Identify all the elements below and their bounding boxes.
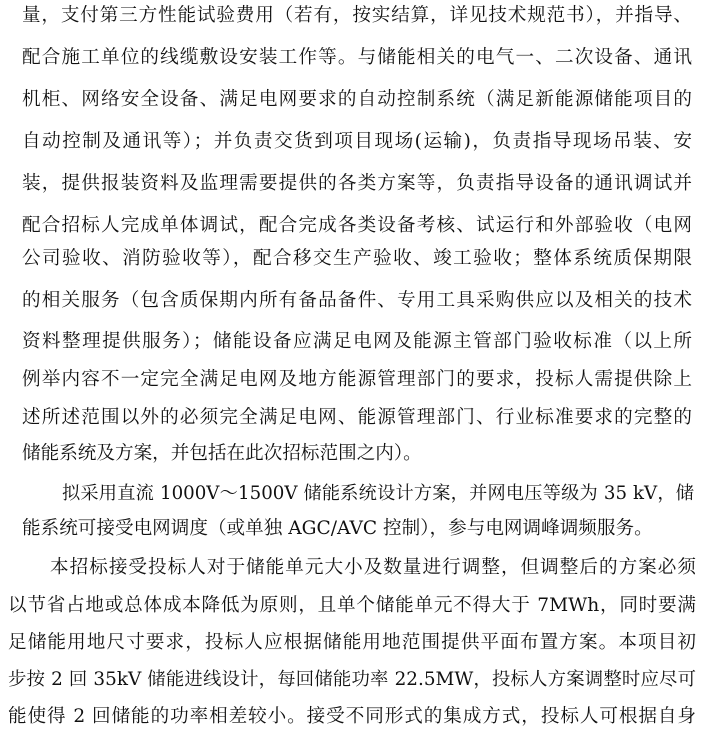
paragraph-3-line-4: 步按 2 回 35kV 储能进线设计，每回储能功率 22.5MW，投标人方案调整时应尽可 [8,669,696,690]
paragraph-1-line-2: 配合施工单位的线缆敷设安装工作等。与储能相关的电气一、二次设备、通讯 [22,47,692,68]
paragraph-1-line-11: 述所述范围以外的必须完全满足电网、能源管理部门、行业标准要求的完整的 [22,407,692,428]
paragraph-2-line-2: 能系统可接受电网调度（或单独 AGC/AVC 控制），参与电网调峰调频服务。 [22,518,653,539]
paragraph-1-line-9: 资料整理提供服务）；储能设备应满足电网及能源主管部门验收标准（以上所 [22,331,692,352]
paragraph-3-line-1: 本招标接受投标人对于储能单元大小及数量进行调整，但调整后的方案必须 [50,557,696,578]
paragraph-1-line-4: 自动控制及通讯等）；并负责交货到项目现场(运输)，负责指导现场吊装、安 [22,131,692,152]
paragraph-2-line-1: 拟采用直流 1000V～1500V 储能系统设计方案，并网电压等级为 35 kV，储 [62,483,694,504]
paragraph-1-line-6: 配合招标人完成单体调试，配合完成各类设备考核、试运行和外部验收（电网 [22,215,692,236]
paragraph-1-line-7: 公司验收、消防验收等），配合移交生产验收、竣工验收；整体系统质保期限 [22,248,692,269]
paragraph-3-line-2: 以节省占地或总体成本降低为原则，且单个储能单元不得大于 7MWh，同时要满 [8,595,696,616]
paragraph-1-line-3: 机柜、网络安全设备、满足电网要求的自动控制系统（满足新能源储能项目的 [22,89,692,110]
paragraph-1-line-5: 装，提供报装资料及监理需要提供的各类方案等，负责指导设备的通讯调试并 [22,173,692,194]
paragraph-1-line-10: 例举内容不一定完全满足电网及地方能源管理部门的要求，投标人需提供除上 [22,369,692,390]
paragraph-1-line-8: 的相关服务（包含质保期内所有备品备件、专用工具采购供应以及相关的技术 [22,290,692,311]
paragraph-1-line-1: 量，支付第三方性能试验费用（若有，按实结算，详见技术规范书），并指导、 [22,5,692,26]
paragraph-3-line-3: 足储能用地尺寸要求，投标人应根据储能用地范围提供平面布置方案。本项目初 [8,632,696,653]
paragraph-3-line-5: 能使得 2 回储能的功率相差较小。接受不同形式的集成方式，投标人可根据自身 [8,706,696,727]
paragraph-1-line-12: 储能系统及方案，并包括在此次招标范围之内）。 [22,443,422,464]
